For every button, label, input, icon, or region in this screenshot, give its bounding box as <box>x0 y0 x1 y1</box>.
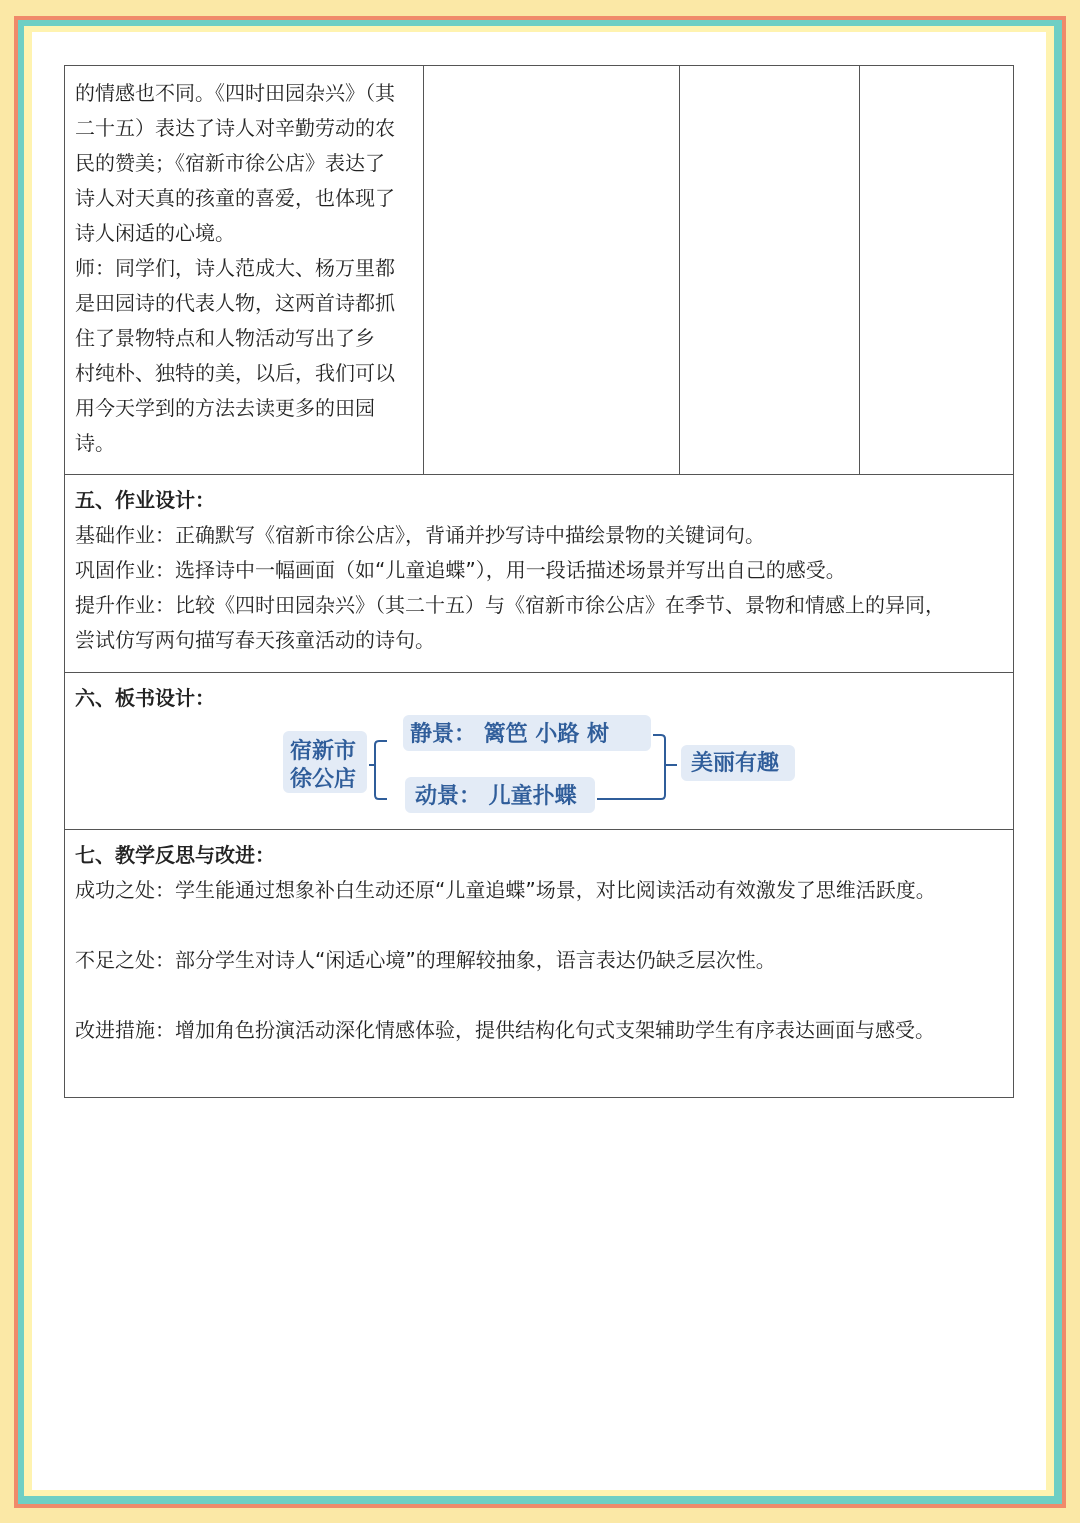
spacer <box>75 978 1003 1013</box>
spacer <box>75 908 1003 943</box>
board-title: 六、板书设计： <box>75 686 215 710</box>
content-line: 二十五）表达了诗人对辛勤劳动的农 <box>75 116 395 140</box>
content-line: 用今天学到的方法去读更多的田园 <box>75 396 375 420</box>
reflection-success: 成功之处：学生能通过想象补白生动还原“儿童追蝶”场景，对比阅读活动有效激发了思维活跃度。 <box>75 878 936 902</box>
homework-basic: 基础作业：正确默写《宿新市徐公店》，背诵并抄写诗中描绘景物的关键词句。 <box>75 523 765 547</box>
homework-consolidate: 巩固作业：选择诗中一幅画面（如“儿童追蝶”），用一段话描述场景并写出自己的感受。 <box>75 558 846 582</box>
content-line: 的情感也不同。《四时田园杂兴》（其 <box>75 81 395 105</box>
content-line: 是田园诗的代表人物，这两首诗都抓 <box>75 291 395 315</box>
center-label-line1: 宿新市 <box>290 739 357 764</box>
content-line: 住了景物特点和人物活动写出了乡 <box>75 326 375 350</box>
empty-cell-4 <box>860 66 1013 474</box>
homework-advance-line2: 尝试仿写两句描写春天孩童活动的诗句。 <box>75 628 435 652</box>
content-line: 村纯朴、独特的美，以后，我们可以 <box>75 361 395 385</box>
homework-advance-line1: 提升作业：比较《四时田园杂兴》（其二十五）与《宿新市徐公店》在季节、景物和情感上的异同， <box>75 593 945 617</box>
homework-section <box>65 475 1013 673</box>
reflection-improvement: 改进措施：增加角色扮演活动深化情感体验，提供结构化句式支架辅助学生有序表达画面与感受。 <box>75 1018 935 1042</box>
empty-cell-2 <box>424 66 680 474</box>
static-scene-label: 静景： 篱笆 小路 树 <box>410 721 609 747</box>
table-row-teaching-process <box>65 66 1013 475</box>
homework-title: 五、作业设计： <box>75 488 215 512</box>
reflection-shortcoming: 不足之处：部分学生对诗人“闲适心境”的理解较抽象，语言表达仍缺乏层次性。 <box>75 948 776 972</box>
empty-cell-3 <box>680 66 860 474</box>
center-label-line2: 徐公店 <box>290 767 357 792</box>
board-diagram <box>65 673 1013 830</box>
content-line: 诗人对天真的孩童的喜爱，也体现了 <box>75 186 395 210</box>
conclusion-label: 美丽有趣 <box>691 750 780 776</box>
content-line: 民的赞美；《宿新市徐公店》表达了 <box>75 151 385 175</box>
dynamic-scene-label: 动景： 儿童扑蝶 <box>415 783 577 809</box>
left-bracket <box>369 741 387 799</box>
board-design-section <box>65 673 1013 830</box>
teaching-content-cell <box>65 66 424 474</box>
content-line: 诗人闲适的心境。 <box>75 221 235 245</box>
content-line: 诗。 <box>75 431 115 455</box>
content-line: 师：同学们，诗人范成大、杨万里都 <box>75 256 395 280</box>
reflection-title: 七、教学反思与改进： <box>75 843 275 867</box>
reflection-section <box>65 830 1013 1097</box>
lesson-plan-table <box>64 65 1014 1098</box>
